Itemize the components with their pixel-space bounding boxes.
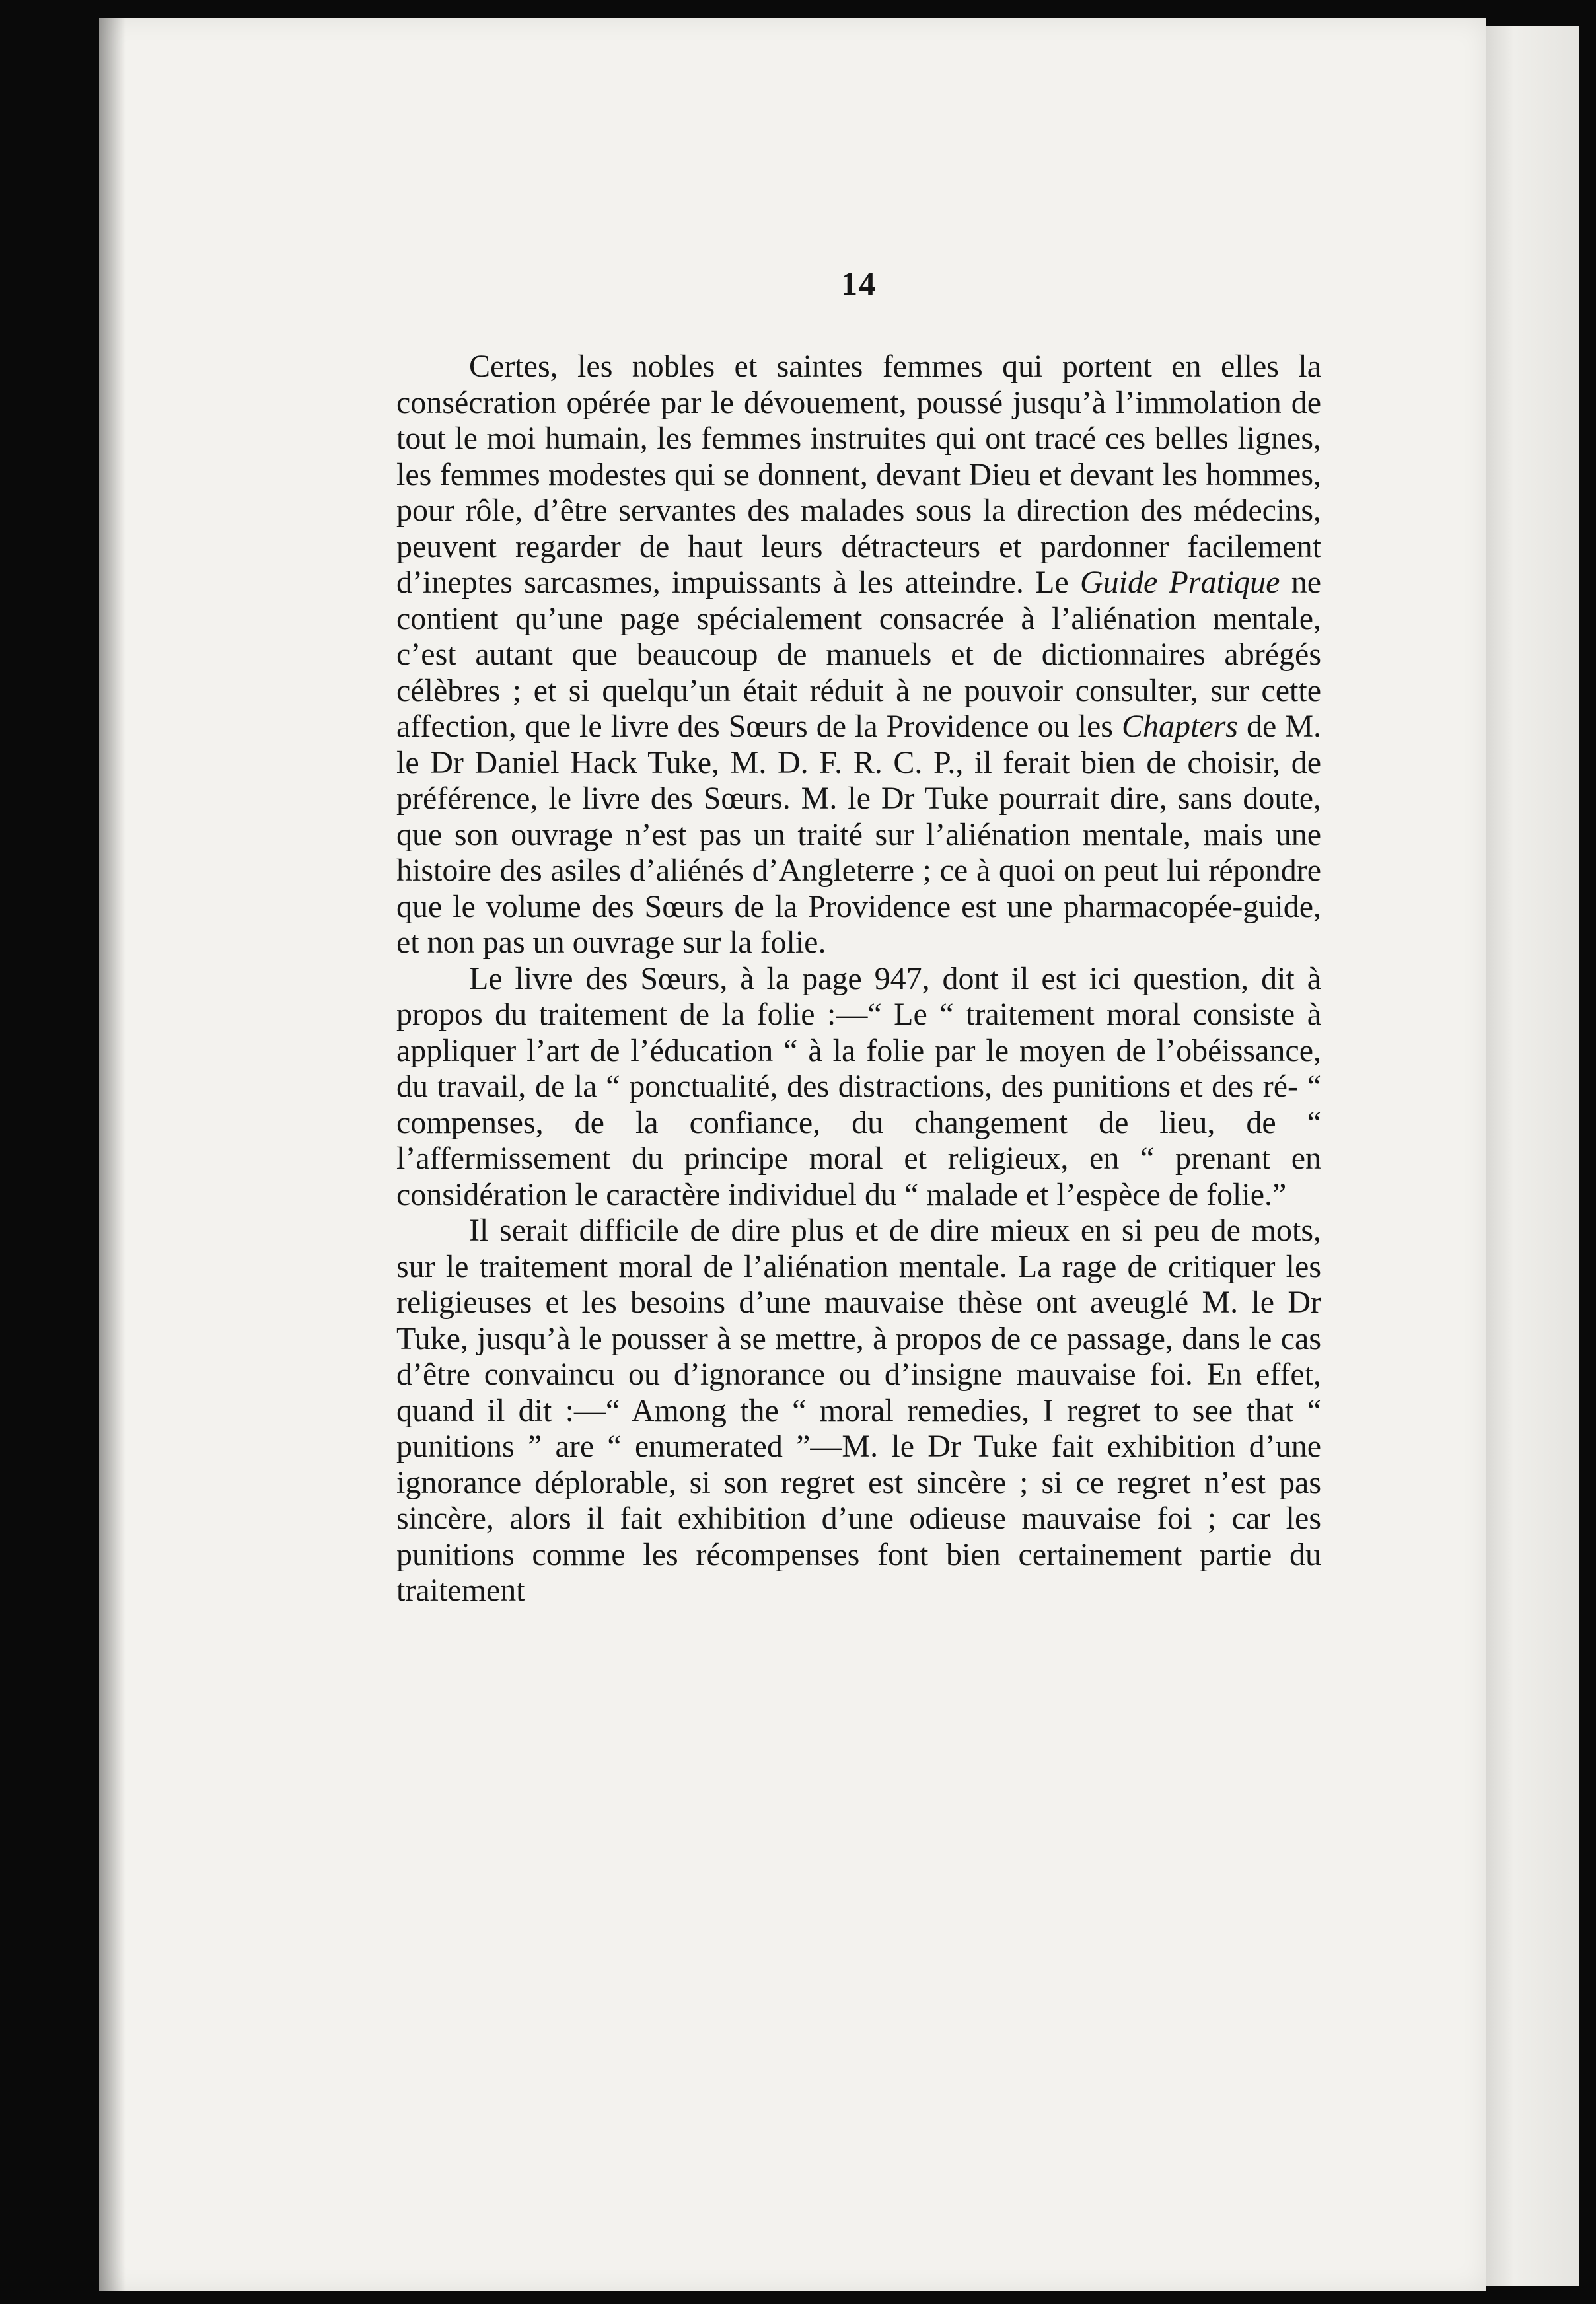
paragraph-2 xyxy=(396,961,1321,1213)
paragraph-1-text-a: Certes, les nobles et saintes femmes qui portent en elles la consécration opérée par le dévouement, poussé jusqu’à l’immolation de tout le moi humain, les femmes instruites qui ont tracé ces belles lignes, les femmes modestes qui se donnent, devant Dieu et devant les hommes, pour rôle, d’être servantes des malades sous la direction des médecins, peuvent regarder de haut leurs détracteurs et pardonner facilement d’ineptes sarcasmes, impuissants à les atteindre. Le xyxy=(396,349,1321,600)
paragraph-1-title-chapters: Chapters xyxy=(1121,709,1238,744)
gutter-shadow xyxy=(99,18,126,2291)
paragraph-1-title-guide-pratique: Guide Pratique xyxy=(1079,565,1280,600)
paragraph-1 xyxy=(396,349,1321,961)
paragraph-3 xyxy=(396,1213,1321,1609)
page-number: 14 xyxy=(841,265,877,302)
paragraph-2-text: Le livre des Sœurs, à la page 947, dont il est ici question, dit à propos du traitement de la folie :—“ Le “ traitement moral consiste à appliquer l’art de l’éducation “ à la folie par le moyen de l’obéissance, du travail, de la “ ponctualité, des distractions, des punitions et des ré- “ compenses, de la confiance, du changement de lieu, de “ l’affermissement du principe moral et religieux, en “ prenant en considération le caractère individuel du “ malade et l’espèce de folie.” xyxy=(396,960,1321,1212)
paragraph-3-text: Il serait difficile de dire plus et de dire mieux en si peu de mots, sur le traitement moral de l’aliénation mentale. La rage de critiquer les religieuses et les besoins d’une mauvaise thèse ont aveuglé M. le Dr Tuke, jusqu’à le pousser à se mettre, à propos de ce passage, dans le cas d’être convaincu ou d’ignorance ou d’insigne mauvaise foi. En effet, quand il dit :—“ Among the “ moral remedies, I regret to see that “ punitions ” are “ enumerated ”—M. le Dr Tuke fait exhibition d’une ignorance déplorable, si son regret est sincère ; si ce regret n’est pas sincère, alors il fait exhibition d’une odieuse mauvaise foi ; car les punitions comme les récompenses font bien certainement partie du traitement xyxy=(396,1213,1321,1608)
paragraph-1-text-b: ne contient qu’une page spécialement consacrée à l’aliénation mentale, c’est autant que beaucoup de manuels et de dictionnaires abrégés célèbres ; et si quelqu’un était réduit à ne pouvoir consulter, sur cette affection, que le livre des Sœurs de la Providence ou les xyxy=(396,565,1321,744)
page-text-block xyxy=(396,264,1321,1609)
paragraph-1-text-c: de M. le Dr Daniel Hack Tuke, M. D. F. R. C. P., il ferait bien de choisir, de préférence, le livre des Sœurs. M. le Dr Tuke pourrait dire, sans doute, que son ouvrage n’est pas un traité sur l’aliénation mentale, mais une histoire des asiles d’aliénés d’Angleterre ; ce à quoi on peut lui répondre que le volume des Sœurs de la Providence est une pharmacopée-guide, et non pas un ouvrage sur la folie. xyxy=(396,709,1321,960)
next-page-edge xyxy=(1486,26,1579,2286)
